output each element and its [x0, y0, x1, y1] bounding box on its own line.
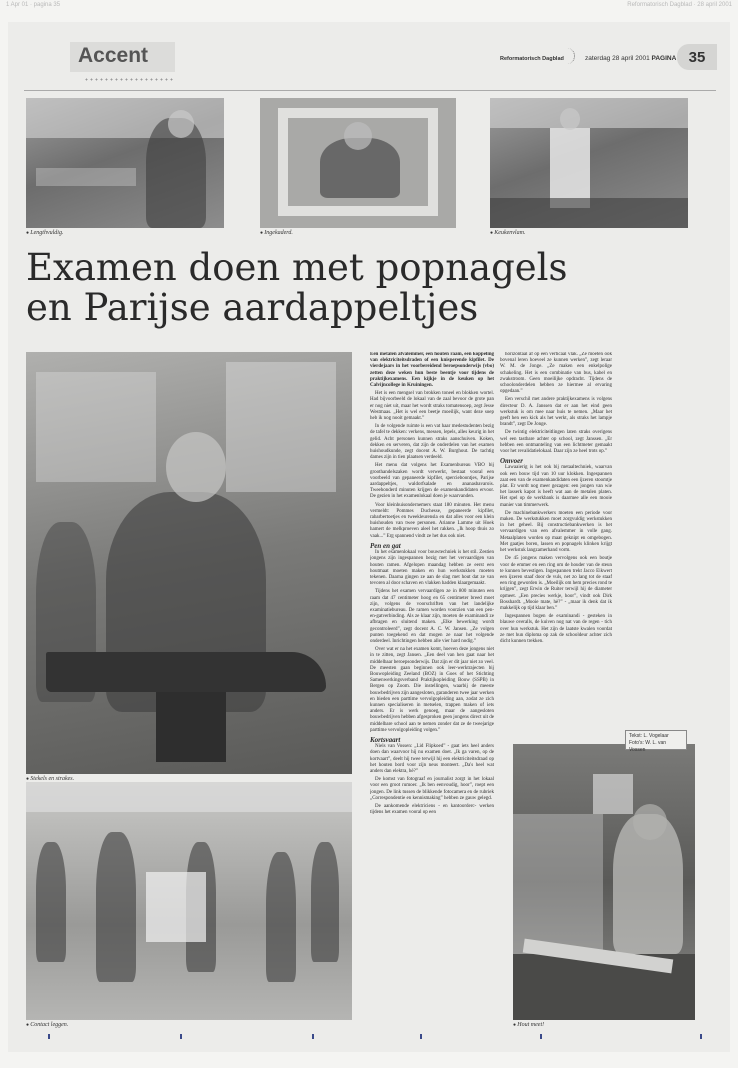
- credit-photos: Foto's: W. L. van Vossen: [629, 740, 667, 753]
- caption-top1: ● Lengthvuldig.: [26, 230, 63, 236]
- subheading: Pen en gat: [370, 541, 401, 550]
- issue-date: [585, 55, 676, 62]
- paragraph: Het is een mengsel van brokken toneel en blokken wortel. Had bijvoorbeeld de lokaal van de zaal bevoor de grote pan er nog niet uit, maar het wordt straks tomatensoep, zegt Jesse Westmaas. „Het is wel een beetje moeilijk, want deze soep heb ik nog nooit gemaakt.”: [370, 391, 494, 422]
- paragraph: De aankomende elektriciens - en kantoorderc- werken tijdens het examen vooral op een: [370, 804, 494, 816]
- paragraph: Over wat er na het examen komt, hoeven deze jongens niet in te zitten, zegt Jansen. „Een deel van hen gaat naar het middelbaar beroepsonderwijs. Dat zijn er dit jaar niet zo veel. De meesten gaan beginnen ook leer-werktrajecten bij Bouwopleiding Zeeland (BOZ) in Goes of het Stichting Samenwerkingsverband Praktijkopleiding Bouw (SSPB) in Bergen op Zoom. Die instellingen, waarbij de meeste bouwbedrijven zijn aangesloten, garanderen twee jaar werken en bieden een parttime vervolgopleiding aan, zodat ze zich kunnen specialiseren in metselen, trappen maken of iets anders. Er is werk genoeg, maar de aangesloten bouwbedrijven hebben afgesproken geen jongens direct uit de middelbare school aan te nemen zonder dat ze de tweejarige parttime vervolgopleiding volgen.”: [370, 647, 494, 733]
- registration-mark: [420, 1034, 422, 1039]
- paper-name: Reformatorisch Dagblad: [500, 56, 564, 62]
- subheading: Omvoer: [500, 457, 523, 466]
- header-rule: [24, 90, 716, 91]
- section-title: Accent: [78, 44, 149, 67]
- issue-date-text: zaterdag 28 april 2001: [585, 55, 650, 62]
- subheading: Kortsvaart: [370, 735, 401, 744]
- scan-header: [0, 0, 738, 12]
- paragraph: Ingespannen bogen de examinandi - gesteken in blauwe overalls, de kuiven nog nat van de regen - tich over hun werkstuk. Het zijn de laatste kwalen voordat ze met hun diploma op zak de schooldeur achter zich dicht kunnen trekken.: [500, 614, 612, 644]
- paragraph: Het menu dat volgens het Examenbureau VBO bij groothandelszaken wordt verwerkt, bestaat vooral een voorbeeld van gepaneerde kipfilet, spercieboontjes, Parijse aardappeltjes, waldorfsalade en ananasbavarois. Tweehonderd minuten krijgen de examenkandidaten ervoor. De gezien in het examenlokaal doen je waarvanden.: [370, 463, 494, 500]
- headline-line-2: en Parijse aardappeltjes: [26, 286, 479, 329]
- paragraph: De machinebankwerkers moeten een periode voor maken. De werkstukken moet zorgvuldig werkstukken in het geheel. Bij constructiebankwerken is het vervaardigen van een afvalemmer in volle gang. Metaalplaten worden op maat geknipt en omgebogen. Met gaatjes boren, lassen en popnagels klinken krijgt het werkstuk langzamerhand vorm.: [500, 510, 612, 554]
- paragraph: In het examenlokaal voor bouwtechniek is het stil. Zestien jongens zijn ingespannen bezig met het vervaardigen van houten ramen. Afgelopen maandag hebben ze eerst een houtmaat moeten maken en hun werkstukken moeten tekenen. Daarna gingen ze aan de slag met hout dat ze van tevoren al door schaven en vlakken hadden klaargemaakt.: [370, 550, 494, 587]
- paragraph: Voor kleinhuisondernemers staat 180 minuten. Het menu vermeldt: Pommes Duchesse, gepaneerde kipfilet, rabarbertoetjes en tweekleurensla en dat alles voor een klein huishouden van twee personen. Arianne Lamme uit Hoek hamert de melkproeven aleel het rakken. „Ik hoop thuis zo vaak...” Erg spannend vindt ze het dus ook niet.: [370, 502, 494, 539]
- article-column-1: [370, 352, 494, 1038]
- page-label: PAGINA: [651, 55, 677, 62]
- headline-line-1: Examen doen met popnagels: [26, 246, 568, 289]
- caption-main: ● Stekels en strakes.: [26, 776, 74, 782]
- caption-top3: ● Keukenvlam.: [490, 230, 525, 236]
- registration-mark: [48, 1034, 50, 1039]
- caption-top2: ● Ingekaderd.: [260, 230, 293, 236]
- caption-bottom-right: ● Hout meet!: [513, 1022, 544, 1028]
- article-headline: [26, 248, 586, 328]
- registration-mark: [312, 1034, 314, 1039]
- section-dots-divider: [84, 78, 174, 81]
- photo-electricians: [26, 782, 352, 1020]
- registration-mark: [540, 1034, 542, 1039]
- paragraph: De twintig elektriciteitlingen laten straks overigens wel een tastbare achter op school, zegt Janssen. „Er hebben een ontmanteling van een lichtmeter gemaakt voor het revalidatielokaal. Daar zijn ze heel trots op.”: [500, 430, 612, 455]
- article-column-2: [500, 352, 612, 736]
- page-number: 35: [677, 44, 717, 70]
- photo-window-frame: [260, 98, 456, 228]
- paragraph: horizontaal af op een verticaal vlak. „Ze moeten ook bovenal leren hoeveel ze kunnen werken”, zegt leraar W. M. de Jonge. „Ze maken een enkelpolige schakeling. Het is een combinatie van bus, kabel en zwakstroom. Geen moeilijke opdracht. Tijdens de schoolonderdelen hebben ze hiermee al ervaring opgedaan.”: [500, 352, 612, 395]
- paragraph: Een verschil met andere praktijkexamens is volgens directeur D. A. Janssen dat er aan het eind geen werkstuk is om mee naar huis te nemen. „Maar het geeft hen een kick als het werkt, als straks het lampje brandt”, zegt De Jonge.: [500, 397, 612, 428]
- paragraph: In de volgende ruimte is een vat haar medestudenten bezig de tafel te dekken: verkens, messen, lepels, alles keurig in het gelid. Acht personen kunnen straks aanschuiven. Koken, dekken en serveren, dat zijn de onderdelen van het examen huishoudkunde, zegt docent A. W. Burghout. De tachtig dames zijn in tien plaatsen verdeeld.: [370, 424, 494, 461]
- caption-bottom-left: ● Contact leggen.: [26, 1022, 68, 1028]
- photo-kitchen: [490, 98, 688, 228]
- scan-header-right: Reformatorisch Dagblad · 28 april 2001: [627, 2, 732, 8]
- scan-header-left: 1 Apr 01 · pagina 35: [6, 2, 61, 8]
- photo-woodworker: [513, 744, 695, 1020]
- photo-credit-box: [625, 730, 687, 753]
- paragraph: De komst van fotograaf en journalist zorgt in het lokaal voor een groot rumoer. „Ik ben eenvoudig, hoor”, roept een jongen. De link tussen de blikkende fotocamera en de rubriek „Correspondentie en kennismaking” hebben ze gauw gelegd.: [370, 777, 494, 801]
- paragraph: Lawaaierig is het ook bij metaaltechniek, waarvan ook een bouw tijd van 10 uur klokken. Ingespannen zaat een van de examenkandidaten een ijzeren stoomtje plat. Er wordt nog meer gezagen: een jongen van wie het lasserk kapot is heeft wat aan de metalen platen. Het spel op de werkbank is daarmee alle een mooie manier van timmerwerk.: [500, 465, 612, 508]
- paragraph: De 45 jongens maken vervolgens ook een boutje voor de emmer en een ring om de houder van de steun te kunnen bevestigen. Ingespannen trekt Jacco Eikwert een ijzeren staaf door de vuls, net zo lang tot de staaf een ring geworden is. „Moeilijk om hem precies rond te krijgen”, zegt Erwin de Ruiter terwijl hij de diameter opmeet. „Een precies werkje, hoor”, vindt ook Dirk Bosshardt. „Mooie mate, hè?” - „maar ik denk dat ik makkelijk op tijd klaar ben.”: [500, 556, 612, 611]
- paragraph: Tijdens het examen vervaardigen ze in 800 minuten een raam dat 47 centimeter hoog en 65 centimeter breed moet zijn, volgens de voorschriften van het landelijke examinatiebureau. De ramen worden voorzien van een pen-en-gatverbinding. Als ze klaar zijn, moeten de examinandi ze afbragen en sluitend maken. „Elke bewerking wordt gecontroleerd”, zegt docent A. C. W. Jansen. „Ze volgen punten toegekend en dat mogen ze naar het volgende onderdeel. Inrichtingen hebben alle vier hard nodig.”: [370, 589, 494, 644]
- photo-welding-student: [26, 98, 224, 228]
- paragraph: Niels van Vossen: „Lid Flipkoed” - gaat iets heel anders doen dan waarvoor hij nu examen doet. „Ik ga varen, op de kortvaart”, deelt hij twee terwijl hij een elektriciteitsdraad op het houten bord voor zijn neus monteert. „Da's heel wat anders dan elektra, hè?”: [370, 744, 494, 774]
- article-intro: Een metalen afvalemmer, een houten raam, een koppeling van elektriciteitsdraden of een knisperende kipfilet. De vierdejaars in het voorbereidend beroepsonderwijs (vbo) zetten deze weken hun beste beentje voor tijdens de praktijkexamens. Een kijkje in de keuken op het Calvijncollege in Kruiningen.: [370, 352, 494, 389]
- registration-mark: [180, 1034, 182, 1039]
- credit-text: Tekst: L. Vogelaar: [629, 733, 669, 739]
- registration-mark: [700, 1034, 702, 1039]
- photo-anvil-student: [26, 352, 352, 774]
